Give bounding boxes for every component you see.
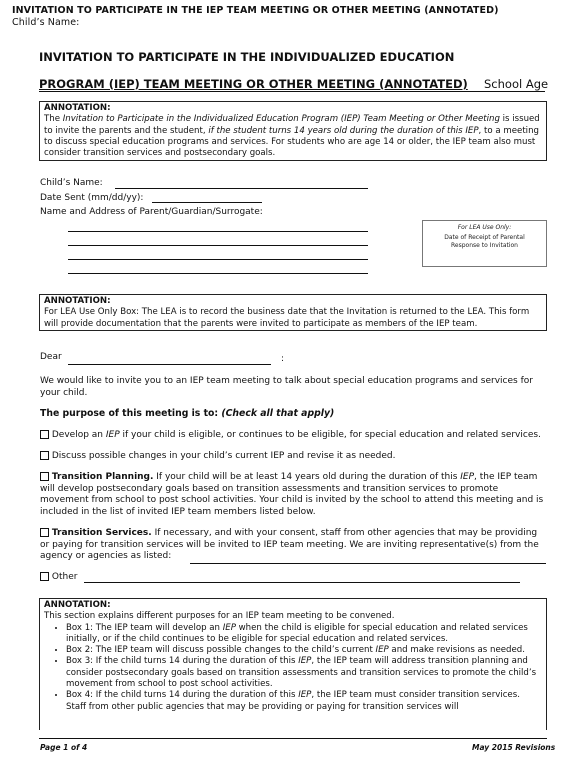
annotation-intro: This section explains different purposes for an IEP team meeting to be convened. [44, 611, 395, 622]
page-number: Page 1 of 4 [40, 743, 88, 752]
footer-rule [39, 738, 547, 739]
date-sent-label: Date Sent (mm/dd/yy): [40, 193, 144, 203]
annotation-heading: ANNOTATION: [44, 103, 111, 113]
annotation-bullet-box3: • Box 3: If the child turns 14 during the duration of this IEP, the IEP team will address transition planning and consider postsecondary goals based on transition assessments and transition services to promote the child’s movement from school to post school activities. [66, 656, 542, 690]
address-line-2[interactable] [68, 245, 368, 246]
checkbox-transition-services[interactable] [40, 528, 49, 537]
annotation-text: The Invitation to Participate in the Individualized Education Program (IEP) Team Meeting or Other Meeting is issued to invite the parents and the student, if the student turns 14 years old during the duration of this IEP, to a meeting to discuss special education programs and services. For students who are age 14 or older, the IEP team also must consider transition services and postsecondary goals. [44, 114, 540, 159]
purpose-heading: The purpose of this meeting is to: (Check all that apply) [40, 408, 335, 419]
annotation-bullet-box2: • Box 2: The IEP team will discuss possible changes to the child’s current IEP and make revisions as needed. [66, 645, 542, 656]
option-discuss-changes: Discuss possible changes in your child’s current IEP and revise it as needed. [40, 451, 546, 463]
lea-box-line1: Date of Receipt of Parental [444, 234, 525, 241]
header-child-name-label: Child’s Name: [12, 17, 80, 28]
option-transition-services: Transition Services. If necessary, and with your consent, staff from other agencies that may be providing or paying for transition services will be invited to IEP team meeting. We are inviting representative(s) from the agency or agencies as listed: [40, 528, 539, 562]
annotation-box-purposes [39, 598, 547, 730]
annotation-box-lea [39, 294, 547, 331]
header-form-title: INVITATION TO PARTICIPATE IN THE IEP TEAM MEETING OR OTHER MEETING (ANNOTATED) [12, 5, 499, 16]
document-title-line2: PROGRAM (IEP) TEAM MEETING OR OTHER MEETING (ANNOTATED) [39, 77, 468, 91]
child-name-field[interactable] [115, 188, 368, 189]
other-purpose-field[interactable] [84, 582, 520, 583]
dear-label: Dear [40, 352, 62, 362]
annotation-heading: ANNOTATION: [44, 600, 111, 610]
dear-name-field[interactable] [68, 364, 271, 365]
date-sent-field[interactable] [152, 202, 262, 203]
option-transition-planning: Transition Planning. If your child will be at least 14 years old during the duration of this IEP, the IEP team will develop postsecondary goals based on transition assessments and transition services to promote movement from school to post school activities. Your child is invited by the school to attend this meeting and is included in the list of invited IEP team members listed below. [40, 472, 544, 517]
address-line-4[interactable] [68, 273, 368, 274]
checkbox-develop-iep[interactable] [40, 430, 49, 439]
annotation-bullet-box4: • Box 4: If the child turns 14 during the duration of this IEP, the IEP team must consider transition services. Staff from other public agencies that may be providing or paying for transition services will [66, 690, 542, 713]
lea-box-title: For LEA Use Only: [457, 224, 512, 231]
annotation-box-intro [39, 101, 547, 161]
annotation-text: For LEA Use Only Box: The LEA is to record the business date that the Invitation is returned to the LEA. This form will provide documentation that the parents were invited to participate as members of the IEP team. [44, 307, 530, 329]
annotation-bullet-box1: • Box 1: The IEP team will develop an IEP when the child is eligible for special education and related services initially, or if the child continues to be eligible for special education and related services. [66, 623, 542, 646]
lea-use-only-box [422, 220, 547, 267]
annotation-heading: ANNOTATION: [44, 296, 111, 306]
checkbox-transition-planning[interactable] [40, 472, 49, 481]
document-title-line1: INVITATION TO PARTICIPATE IN THE INDIVIDUALIZED EDUCATION [39, 50, 455, 64]
intro-paragraph: We would like to invite you to an IEP team meeting to talk about special education programs and services for your child. [40, 376, 533, 398]
agency-list-field[interactable] [190, 563, 546, 564]
parent-address-label: Name and Address of Parent/Guardian/Surrogate: [40, 207, 263, 217]
lea-box-line2: Response to Invitation [451, 242, 518, 249]
checkbox-other[interactable] [40, 572, 49, 581]
dear-colon: : [281, 354, 285, 364]
revision-date: May 2015 Revisions [472, 743, 556, 752]
annotation-bullet-list [44, 623, 542, 713]
child-name-label: Child’s Name: [40, 178, 103, 188]
option-other: Other [40, 572, 546, 584]
checkbox-discuss-changes[interactable] [40, 451, 49, 460]
option-develop-iep: Develop an IEP if your child is eligible, or continues to be eligible, for special education and related services. [40, 430, 546, 442]
address-line-3[interactable] [68, 259, 368, 260]
title-rule [39, 91, 545, 92]
school-age-label: School Age [484, 77, 549, 91]
address-line-1[interactable] [68, 231, 368, 232]
